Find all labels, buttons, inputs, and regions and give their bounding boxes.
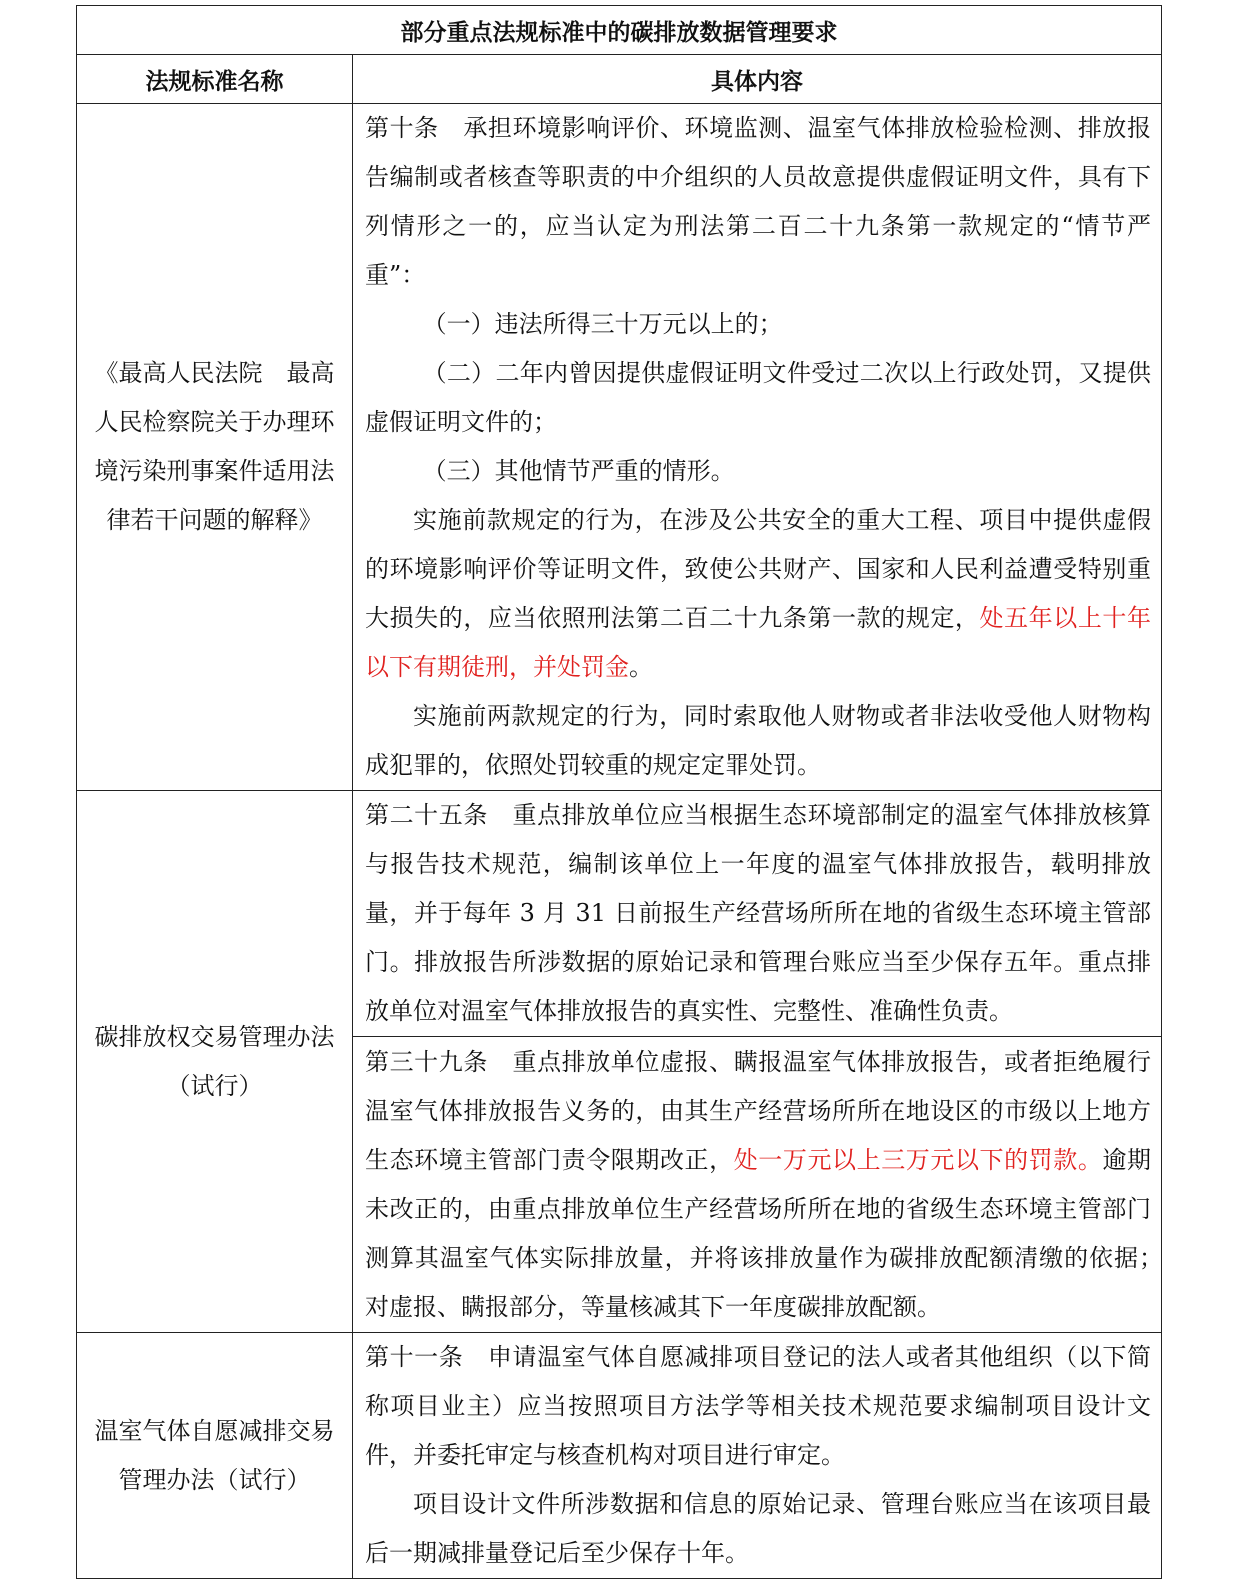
regulation-content <box>353 1037 1175 1333</box>
table-row <box>77 104 1162 791</box>
table-title: 部分重点法规标准中的碳排放数据管理要求 <box>77 6 1162 55</box>
column-header-content: 具体内容 <box>353 55 1162 104</box>
paragraph-text: 第三十九条 重点排放单位虚报、瞒报温室气体排放报告，或者拒绝履行温室气体排放报告义务的，由其生产经营场所所在地设区的市级以上地方生态环境主管部门责令限期改正， <box>365 1047 1151 1174</box>
regulation-name: 《最高人民法院 最高人民检察院关于办理环境污染刑事案件适用法律若干问题的解释》 <box>77 104 353 791</box>
penalty-highlight: 处一万元以上三万元以下的罚款。 <box>733 1145 1103 1174</box>
article-paragraph <box>365 1038 1175 1332</box>
article-paragraph: 第十条 承担环境影响评价、环境监测、温室气体排放检验检测、排放报告编制或者核查等职责的中介组织的人员故意提供虚假证明文件，具有下列情形之一的，应当认定为刑法第二百二十九条第一款规定的“情节严重”： <box>365 114 1151 289</box>
clause-item: （一）违法所得三十万元以上的； <box>422 310 783 338</box>
paragraph-text: 逾期未改正的，由重点排放单位生产经营场所所在地的省级生态环境主管部门测算其温室气体实际排放量，并将该排放量作为碳排放配额清缴的依据； 对虚报、瞒报部分，等量核减其下一年度碳排放配额。 <box>365 1145 1175 1321</box>
regulation-name: 温室气体自愿减排交易管理办法（试行） <box>77 1333 353 1579</box>
article-paragraph: 实施前两款规定的行为，同时索取他人财物或者非法收受他人财物构成犯罪的，依照处罚较重的规定定罪处罚。 <box>365 702 1151 779</box>
table-row <box>77 1333 1162 1579</box>
clause-item: （二）二年内曾因提供虚假证明文件受过二次以上行政处罚，又提供虚假证明文件的； <box>365 359 1151 436</box>
article-paragraph <box>365 496 1151 692</box>
article-paragraph: 项目设计文件所涉数据和信息的原始记录、管理台账应当在该项目最后一期减排量登记后至少保存十年。 <box>365 1490 1151 1567</box>
article-paragraph: 第二十五条 重点排放单位应当根据生态环境部制定的温室气体排放核算与报告技术规范，编制该单位上一年度的温室气体排放报告，载明排放量，并于每年 3 月 31 日前报生产经营场所所在地的省级生态环境主管部门。排放报告所涉数据的原始记录和管理台账应当至少保存五年。重点排放单位对温室气体排放报告的真实性、完整性、准确性负责。 <box>365 801 1151 1025</box>
regulation-content <box>353 791 1162 1037</box>
column-header-name: 法规标准名称 <box>77 55 353 104</box>
table-row <box>77 791 1162 1037</box>
paragraph-text: 实施前款规定的行为，在涉及公共安全的重大工程、项目中提供虚假的环境影响评价等证明文件，致使公共财产、国家和人民利益遭受特别重大损失的，应当依照刑法第二百二十九条第一款的规定， <box>365 506 1151 632</box>
regulation-content <box>353 1333 1162 1579</box>
penalty-highlight: 处五年以上十年以下有期徒刑，并处罚金 <box>365 604 1151 681</box>
regulation-content <box>353 104 1162 791</box>
article-paragraph: 第十一条 申请温室气体自愿减排项目登记的法人或者其他组织（以下简称项目业主）应当按照项目方法学等相关技术规范要求编制项目设计文件，并委托审定与核查机构对项目进行审定。 <box>365 1343 1151 1469</box>
regulation-name: 碳排放权交易管理办法（试行） <box>77 791 353 1333</box>
regulations-table <box>76 5 1175 1579</box>
paragraph-text: 。 <box>629 653 653 681</box>
clause-item: （三）其他情节严重的情形。 <box>422 457 735 485</box>
